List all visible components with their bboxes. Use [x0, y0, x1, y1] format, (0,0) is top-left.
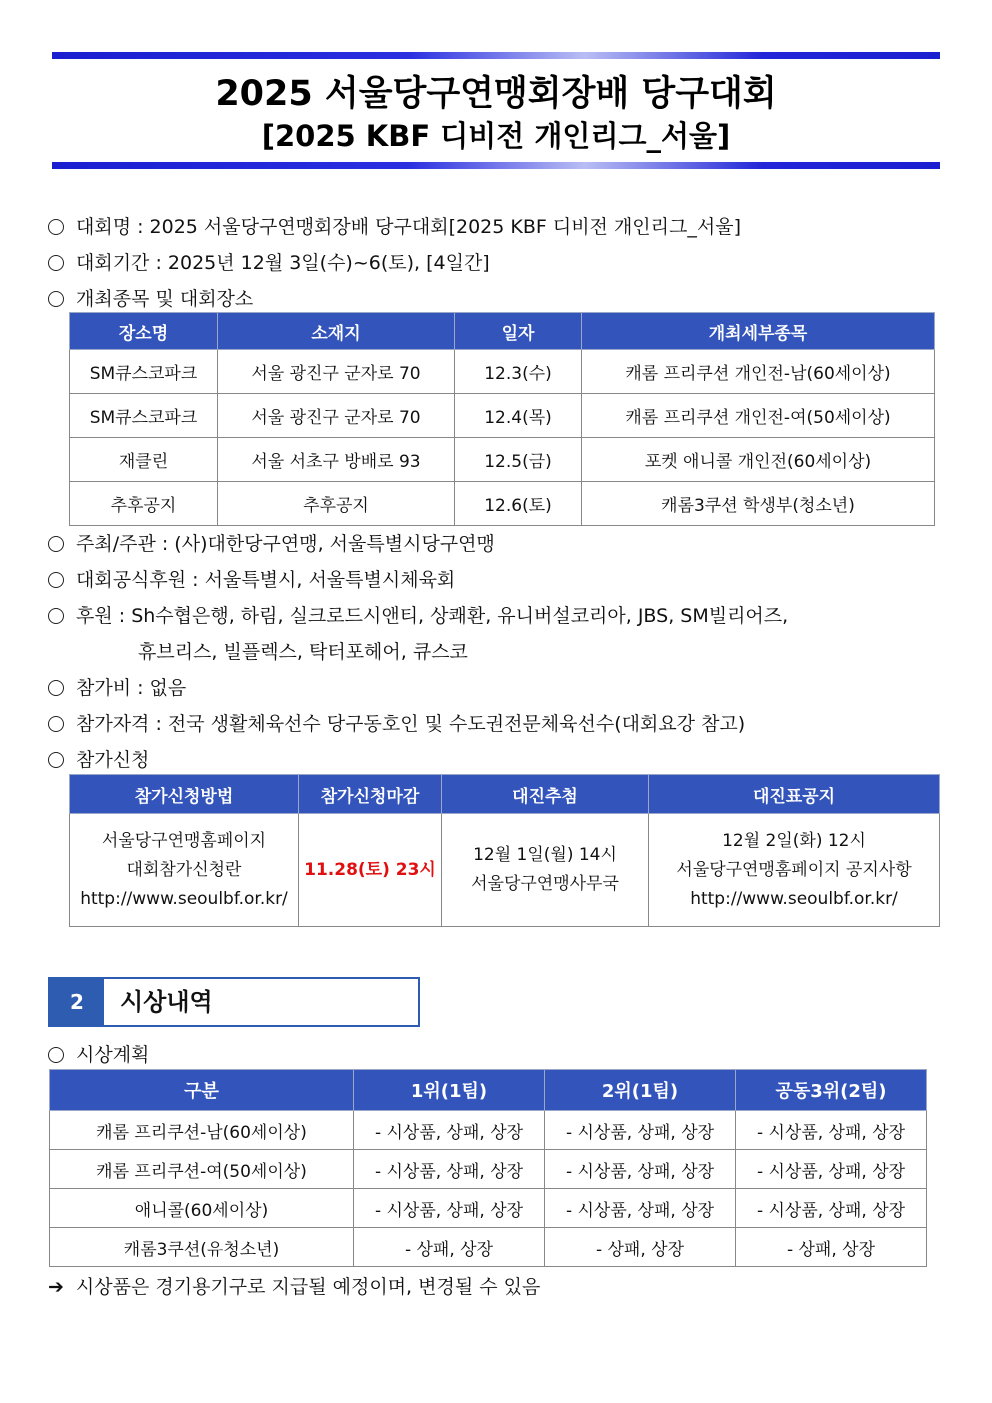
section-number: 2 [50, 979, 104, 1025]
address-cell: 서울 서초구 방배로 93 [218, 438, 455, 482]
draw-line: 서울당구연맹사무국 [471, 874, 619, 894]
section-heading [48, 977, 420, 1027]
prize-table [49, 1069, 927, 1267]
circle-bullet-icon [48, 536, 64, 552]
table-row [50, 1189, 927, 1228]
title-bottom-bar [52, 162, 940, 169]
page-subtitle: [2025 KBF 디비전 개인리그_서울] [261, 119, 731, 153]
second-place-header: 2위(1팀) [545, 1070, 736, 1111]
prize-cell: - 시상품, 상패, 상장 [736, 1189, 927, 1228]
prize-cell: - 시상품, 상패, 상장 [354, 1189, 545, 1228]
application-table [69, 774, 940, 927]
notice-line: 12월 2일(화) 12시 [722, 830, 866, 851]
circle-bullet-icon [48, 752, 64, 768]
item-eligibility: 참가자격 : 전국 생활체육선수 당구동호인 및 수도권전문체육선수(대회요강 참고) [48, 709, 745, 736]
item-sponsor-continued: 휴브리스, 빌플렉스, 탁터포헤어, 큐스코 [138, 641, 468, 663]
table-row [70, 438, 935, 482]
date-header: 일자 [455, 313, 582, 350]
draw-cell [442, 814, 649, 927]
page-title: 2025 서울당구연맹회장배 당구대회 [215, 74, 777, 114]
event-cell: 포켓 애니콜 개인전(60세이상) [582, 438, 935, 482]
item-events-venues: 개최종목 및 대회장소 [48, 284, 253, 311]
date-cell: 12.4(목) [455, 394, 582, 438]
footnote: ➔ 시상품은 경기용기구로 지급될 예정이며, 변경될 수 있음 [48, 1276, 541, 1298]
method-header: 참가신청방법 [70, 775, 299, 814]
prize-cell: - 시상품, 상패, 상장 [736, 1150, 927, 1189]
notice-cell [649, 814, 940, 927]
table-row [50, 1150, 927, 1189]
category-cell: 캐롬 프리쿠션-남(60세이상) [50, 1111, 354, 1150]
method-url-link[interactable]: http://www.seoulbf.or.kr/ [80, 888, 288, 909]
deadline-cell [299, 814, 442, 927]
item-name: 대회명 : 2025 서울당구연맹회장배 당구대회[2025 KBF 디비전 개인리그_서울] [48, 212, 741, 239]
method-line: 서울당구연맹홈페이지 [101, 830, 267, 851]
circle-bullet-icon [48, 1047, 64, 1063]
circle-bullet-icon [48, 255, 64, 271]
item-host: 주최/주관 : (사)대한당구연맹, 서울특별시당구연맹 [48, 529, 495, 556]
venue-cell: SM큐스코파크 [70, 350, 218, 394]
venue-cell: 추후공지 [70, 482, 218, 526]
prize-cell: - 시상품, 상패, 상장 [545, 1111, 736, 1150]
circle-bullet-icon [48, 572, 64, 588]
circle-bullet-icon [48, 716, 64, 732]
item-official-sponsor: 대회공식후원 : 서울특별시, 서울특별시체육회 [48, 565, 455, 592]
venue-header: 장소명 [70, 313, 218, 350]
item-sponsor: 후원 : Sh수협은행, 하림, 실크로드시앤티, 상쾌환, 유니버설코리아, JBS, SM빌리어즈, [48, 601, 788, 628]
table-row [70, 350, 935, 394]
deadline-header: 참가신청마감 [299, 775, 442, 814]
table-header-row [70, 775, 940, 814]
notice-url-link[interactable]: http://www.seoulbf.or.kr/ [690, 888, 898, 909]
prize-cell: - 상패, 상장 [354, 1228, 545, 1267]
event-cell: 캐롬3쿠션 학생부(청소년) [582, 482, 935, 526]
table-header-row [70, 313, 935, 350]
deadline-text: 11.28(토) 23시 [304, 859, 436, 880]
table-header-row [50, 1070, 927, 1111]
item-fee: 참가비 : 없음 [48, 673, 186, 700]
category-cell: 캐롬 프리쿠션-여(50세이상) [50, 1150, 354, 1189]
event-header: 개최세부종목 [582, 313, 935, 350]
draw-header: 대진추첨 [442, 775, 649, 814]
address-header: 소재지 [218, 313, 455, 350]
table-row [70, 482, 935, 526]
circle-bullet-icon [48, 680, 64, 696]
address-cell: 서울 광진구 군자로 70 [218, 350, 455, 394]
arrow-right-icon: ➔ [48, 1276, 64, 1298]
category-cell: 캐롬3쿠션(유청소년) [50, 1228, 354, 1267]
prize-cell: - 상패, 상장 [736, 1228, 927, 1267]
method-line: 대회참가신청란 [126, 859, 242, 880]
address-cell: 서울 광진구 군자로 70 [218, 394, 455, 438]
prize-cell: - 시상품, 상패, 상장 [736, 1111, 927, 1150]
date-cell: 12.5(금) [455, 438, 582, 482]
table-row [50, 1111, 927, 1150]
prize-cell: - 시상품, 상패, 상장 [545, 1189, 736, 1228]
circle-bullet-icon [48, 291, 64, 307]
circle-bullet-icon [48, 608, 64, 624]
third-place-header: 공동3위(2팀) [736, 1070, 927, 1111]
date-cell: 12.3(수) [455, 350, 582, 394]
item-period: 대회기간 : 2025년 12월 3일(수)~6(토), [4일간] [48, 248, 490, 275]
category-cell: 애니콜(60세이상) [50, 1189, 354, 1228]
method-cell [70, 814, 299, 927]
notice-line: 서울당구연맹홈페이지 공지사항 [676, 859, 912, 880]
prize-cell: - 시상품, 상패, 상장 [354, 1111, 545, 1150]
item-application: 참가신청 [48, 745, 149, 772]
category-header: 구분 [50, 1070, 354, 1111]
notice-header: 대진표공지 [649, 775, 940, 814]
event-cell: 캐롬 프리쿠션 개인전-여(50세이상) [582, 394, 935, 438]
event-cell: 캐롬 프리쿠션 개인전-남(60세이상) [582, 350, 935, 394]
first-place-header: 1위(1팀) [354, 1070, 545, 1111]
draw-line: 12월 1일(월) 14시 [473, 845, 617, 865]
date-cell: 12.6(토) [455, 482, 582, 526]
prize-cell: - 상패, 상장 [545, 1228, 736, 1267]
table-row [70, 394, 935, 438]
title-top-bar [52, 52, 940, 59]
item-prize-plan: 시상계획 [48, 1040, 149, 1067]
table-row [70, 814, 940, 927]
prize-cell: - 시상품, 상패, 상장 [545, 1150, 736, 1189]
venues-table [69, 312, 935, 526]
venue-cell: 재클린 [70, 438, 218, 482]
circle-bullet-icon [48, 219, 64, 235]
table-row [50, 1228, 927, 1267]
address-cell: 추후공지 [218, 482, 455, 526]
prize-cell: - 시상품, 상패, 상장 [354, 1150, 545, 1189]
venue-cell: SM큐스코파크 [70, 394, 218, 438]
section-title: 시상내역 [120, 988, 213, 1016]
